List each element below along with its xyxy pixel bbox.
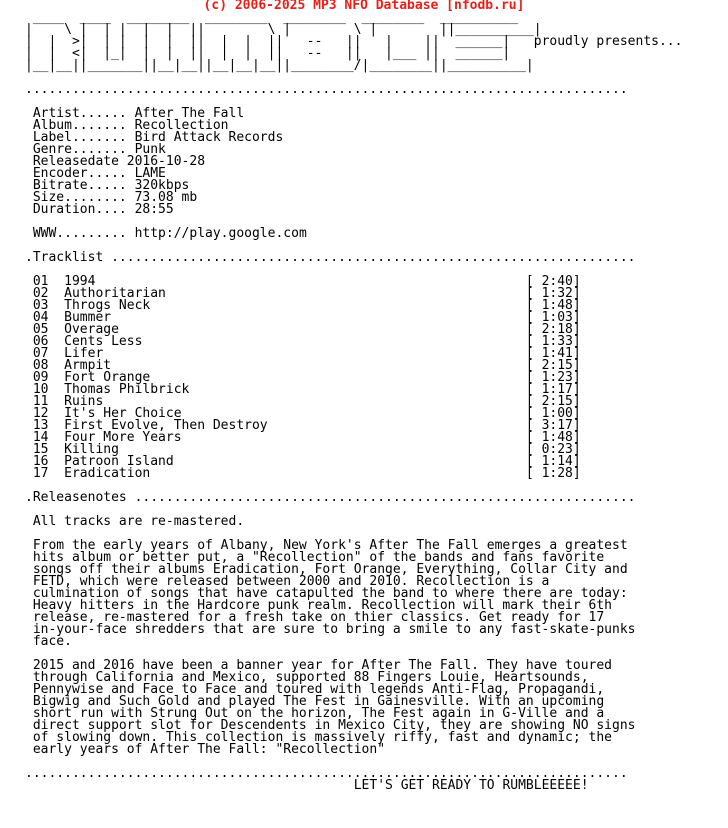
track-duration: 2:15 — [541, 358, 573, 373]
track-number: 08 — [32, 358, 49, 373]
logo-line: |__|__||_______||__|__||__|__|__||________/|________||__________| — [25, 58, 534, 73]
logo-line: | | >| | | | | || | | || -- || | || ______| proudly presents... — [25, 34, 683, 49]
info-value: LAME — [134, 166, 166, 181]
releasenotes-heading: Releasenotes — [32, 490, 127, 505]
track-number: 06 — [32, 334, 49, 349]
track-row: 14 Four More Years [ 1:48] — [32, 430, 581, 445]
note-text: in-your-face shredders that are sure to bring a smile to any fast-skate-punks — [32, 622, 636, 637]
info-label: Artist...... — [32, 106, 127, 121]
track-duration: 1:00 — [541, 406, 573, 421]
note-text: songs off their albums Eradication, Fort Orange, Everything, Collar City and — [32, 562, 628, 577]
note-text: All tracks are re-mastered. — [32, 514, 245, 529]
info-label: Bitrate..... — [32, 178, 127, 193]
track-title: Four More Years — [64, 430, 182, 445]
track-row: 10 Thomas Philbrick [ 1:17] — [32, 382, 581, 397]
www-link[interactable]: http://play.google.com — [134, 226, 307, 241]
info-value: Punk — [134, 142, 166, 157]
track-duration: 3:17 — [541, 418, 573, 433]
note-text: 2015 and 2016 have been a banner year for After The Fall. They have toured — [32, 658, 613, 673]
track-row: 12 It's Her Choice [ 1:00] — [32, 406, 581, 421]
copyright-banner: (c) 2006-2025 MP3 NFO Database [nfodb.ru] — [203, 0, 525, 13]
info-value: 320kbps — [134, 178, 190, 193]
track-number: 14 — [32, 430, 49, 445]
note-line — [25, 744, 682, 756]
track-row: 06 Cents Less [ 1:33] — [32, 334, 581, 349]
info-value: 28:55 — [134, 202, 174, 217]
presents-text: proudly presents... — [533, 34, 683, 49]
info-label: Genre....... — [32, 142, 127, 157]
track-title: Killing — [64, 442, 119, 457]
info-label: Size........ — [32, 190, 127, 205]
track-duration: 2:18 — [541, 322, 573, 337]
releasenotes-body — [25, 516, 682, 756]
track-duration: 1:48 — [541, 298, 573, 313]
track-duration: 0:23 — [541, 442, 573, 457]
track-number: 10 — [32, 382, 49, 397]
info-label: Encoder..... — [32, 166, 127, 181]
note-text: From the early years of Albany, New York's After The Fall emerges a greatest — [32, 538, 628, 553]
track-row: 15 Killing [ 0:23] — [32, 442, 581, 457]
track-title: Lifer — [64, 346, 104, 361]
track-title: Eradication — [64, 466, 151, 481]
track-title: 1994 — [64, 274, 96, 289]
track-number: 11 — [32, 394, 49, 409]
track-title: Overage — [64, 322, 119, 337]
note-text: release, re-mastered for a fresh take on thier classics. Get ready for 17 — [32, 610, 605, 625]
track-title: Patroon Island — [64, 454, 174, 469]
track-row: 13 First Evolve, Then Destroy [ 3:17] — [32, 418, 581, 433]
track-duration: 1:28 — [541, 466, 573, 481]
info-value: 2016-10-28 — [126, 154, 206, 169]
info-label: WWW......... — [32, 226, 127, 241]
note-text: Pennywise and Face to Face and toured with legends Anti-Flag, Propagandi, — [32, 682, 605, 697]
note-text: face. — [32, 634, 72, 649]
track-number: 13 — [32, 418, 49, 433]
tracklist — [25, 276, 682, 480]
info-label: Releasedate — [32, 154, 119, 169]
info-label: Album....... — [32, 118, 127, 133]
info-row-duration — [25, 204, 682, 216]
track-number: 09 — [32, 370, 49, 385]
tracklist-divider: .Tracklist ................................................................... — [25, 250, 636, 265]
divider: ............................................................................. — [25, 82, 628, 97]
track-number: 04 — [32, 310, 49, 325]
track-number: 03 — [32, 298, 49, 313]
track-row: 02 Authoritarian [ 1:32] — [32, 286, 581, 301]
logo-line: | \ | | | | | || \ | \ | ||__________| — [25, 22, 542, 37]
info-value: After The Fall — [134, 106, 245, 121]
nfo-document — [25, 12, 682, 792]
track-title: Authoritarian — [64, 286, 166, 301]
note-line — [25, 516, 682, 528]
track-duration: 2:15 — [541, 394, 573, 409]
note-line — [25, 624, 682, 636]
info-value: Bird Attack Records — [134, 130, 284, 145]
track-duration: 1:41 — [541, 346, 573, 361]
note-text: of slowing down. This collection is massively riffy, fast and dynamic; the — [32, 730, 613, 745]
note-text: FETD, which were released between 2000 and 2010. Recollection is a — [32, 574, 550, 589]
track-row: 11 Ruins [ 2:15] — [32, 394, 581, 409]
logo-line: ____ ____ ________ ________ ________ ________ __________ — [25, 10, 519, 25]
track-duration: 1:17 — [541, 382, 573, 397]
track-title: Armpit — [64, 358, 112, 373]
info-label: Label....... — [32, 130, 127, 145]
note-text: through California and Mexico, supported 88 Fingers Louie, Heartsounds, — [32, 670, 589, 685]
track-number: 01 — [32, 274, 49, 289]
track-duration: 1:03 — [541, 310, 573, 325]
track-duration: 2:40 — [541, 274, 573, 289]
track-title: Throgs Neck — [64, 298, 151, 313]
track-row: 04 Bummer [ 1:03] — [32, 310, 581, 325]
note-line — [25, 636, 682, 648]
note-text: early years of After The Fall: "Recollection" — [32, 742, 386, 757]
info-value: Recollection — [134, 118, 229, 133]
tracklist-heading: Tracklist — [32, 250, 104, 265]
track-duration: 1:33 — [541, 334, 573, 349]
track-row: 08 Armpit [ 2:15] — [32, 358, 581, 373]
track-title: Cents Less — [64, 334, 143, 349]
logo-line: | | <| |_| | | || | | || -- || |___ || ______| — [25, 46, 511, 61]
track-number: 16 — [32, 454, 49, 469]
divider: ............................................................................. — [25, 766, 628, 781]
track-row: 07 Lifer [ 1:41] — [32, 346, 581, 361]
info-row-www — [25, 228, 682, 240]
track-title: First Evolve, Then Destroy — [64, 418, 268, 433]
footer-line — [25, 780, 682, 792]
note-text: hits album or better put, a "Recollection" of the bands and fans favorite — [32, 550, 605, 565]
track-row: 05 Overage [ 2:18] — [32, 322, 581, 337]
track-duration: 1:48 — [541, 430, 573, 445]
track-duration: 1:32 — [541, 286, 573, 301]
track-number: 07 — [32, 346, 49, 361]
track-number: 02 — [32, 286, 49, 301]
info-label: Duration.... — [32, 202, 127, 217]
footer-tagline: LET'S GET READY TO RUMBLEEEEE! — [353, 778, 589, 793]
track-row: 17 Eradication [ 1:28] — [32, 466, 581, 481]
track-number: 15 — [32, 442, 49, 457]
note-text: short run with Strung Out on the horizon, The Fest again in G-Ville and a — [32, 706, 605, 721]
note-text: Heavy hitters in the Hardcore punk realm. Recollection will mark their 6th — [32, 598, 613, 613]
releasenotes-divider: .Releasenotes ................................................................ — [25, 490, 636, 505]
track-row: 03 Throgs Neck [ 1:48] — [32, 298, 581, 313]
track-number: 05 — [32, 322, 49, 337]
track-row: 16 Patroon Island [ 1:14] — [32, 454, 581, 469]
track-row: 09 Fort Orange [ 1:23] — [32, 370, 581, 385]
track-title: Thomas Philbrick — [64, 382, 190, 397]
track-title: Fort Orange — [64, 370, 151, 385]
track-row: 01 1994 [ 2:40] — [32, 274, 581, 289]
note-text: Bigwig and Such Gold and played The Fest in Gainesville. With an upcoming — [32, 694, 605, 709]
track-duration: 1:23 — [541, 370, 573, 385]
note-text: culmination of songs that have catapulted the band to where there are today: — [32, 586, 628, 601]
track-number: 17 — [32, 466, 49, 481]
track-number: 12 — [32, 406, 49, 421]
track-title: Bummer — [64, 310, 112, 325]
info-value: 73.08 mb — [134, 190, 198, 205]
track-title: It's Her Choice — [64, 406, 182, 421]
note-text: direct support slot for Descendents in Mexico City, they are showing NO signs — [32, 718, 636, 733]
track-title: Ruins — [64, 394, 104, 409]
track-duration: 1:14 — [541, 454, 573, 469]
